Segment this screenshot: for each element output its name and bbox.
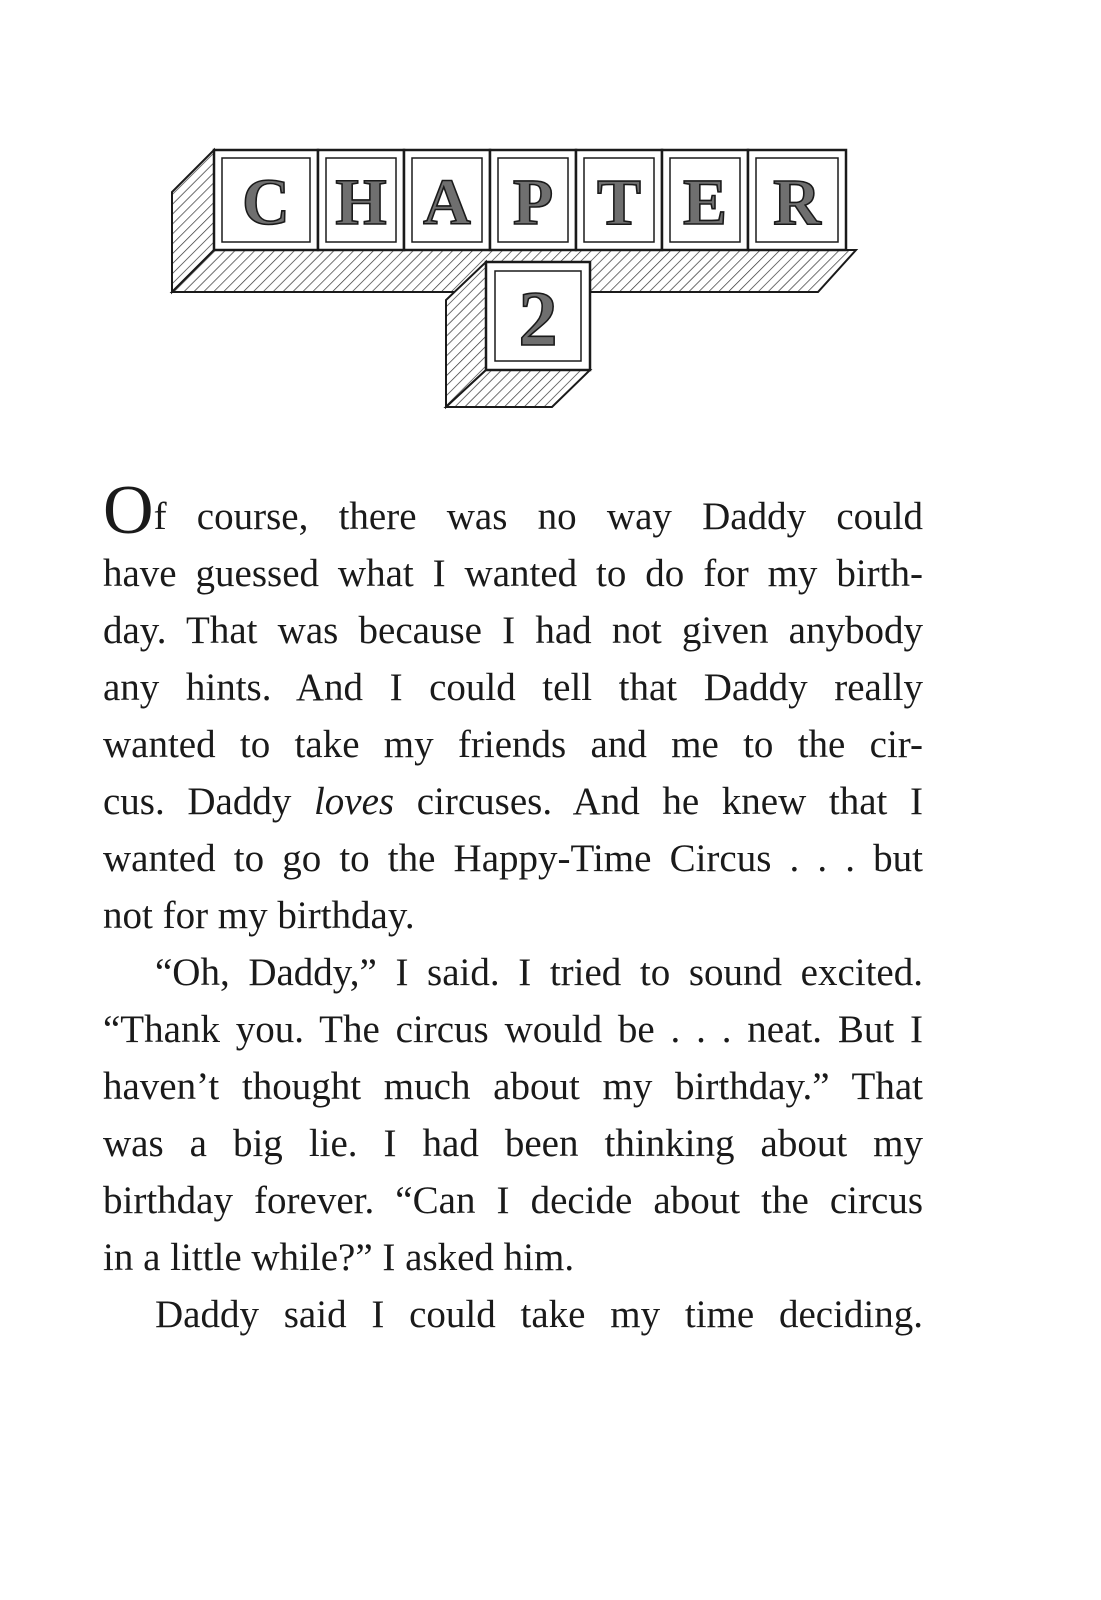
text-run: circuses. And he knew that I [394,780,923,823]
chapter-letter: P [512,166,554,239]
text-line: have guessed what I wanted to do for my birth- [103,552,923,595]
text-line: haven’t thought much about my birthday.” That [103,1065,923,1108]
text-line [103,773,923,830]
text-line: was a big lie. I had been thinking about my [103,1122,923,1165]
text-line: not for my birthday. [103,894,415,937]
chapter-number: 2 [518,275,558,362]
chapter-letter-blocks [214,150,846,250]
paragraph [103,1286,923,1343]
drop-cap: O [103,472,154,549]
text-line: “Thank you. The circus would be . . . neat. But I [103,1008,923,1051]
text-run: cus. Daddy [103,780,314,823]
chapter-letter: H [335,166,387,239]
text-line: birthday forever. “Can I decide about the circus [103,1179,923,1222]
text-line: any hints. And I could tell that Daddy really [103,666,923,709]
paragraph [103,944,923,1286]
chapter-letter: A [423,166,471,239]
chapter-letter: C [242,166,290,239]
chapter-heading-blocks [0,0,1101,440]
chapter-number-block [486,262,590,370]
text-line: “Oh, Daddy,” I said. I tried to sound excited. [155,951,923,994]
chapter-letter: R [773,166,821,239]
text-line: wanted to go to the Happy-Time Circus . . . but [103,837,923,880]
chapter-letter: T [596,166,642,239]
emphasis-text: loves [313,780,395,823]
text-line: Of course, there was no way Daddy could [103,472,923,549]
text-line: in a little while?” I asked him. [103,1236,575,1279]
text-line: day. That was because I had not given anybody [103,609,923,652]
text-line: wanted to take my friends and me to the cir- [103,723,923,766]
paragraph [103,472,923,944]
chapter-letter: E [682,166,728,239]
text-line: Daddy said I could take my time deciding. [155,1293,923,1336]
page-body [103,472,923,1343]
